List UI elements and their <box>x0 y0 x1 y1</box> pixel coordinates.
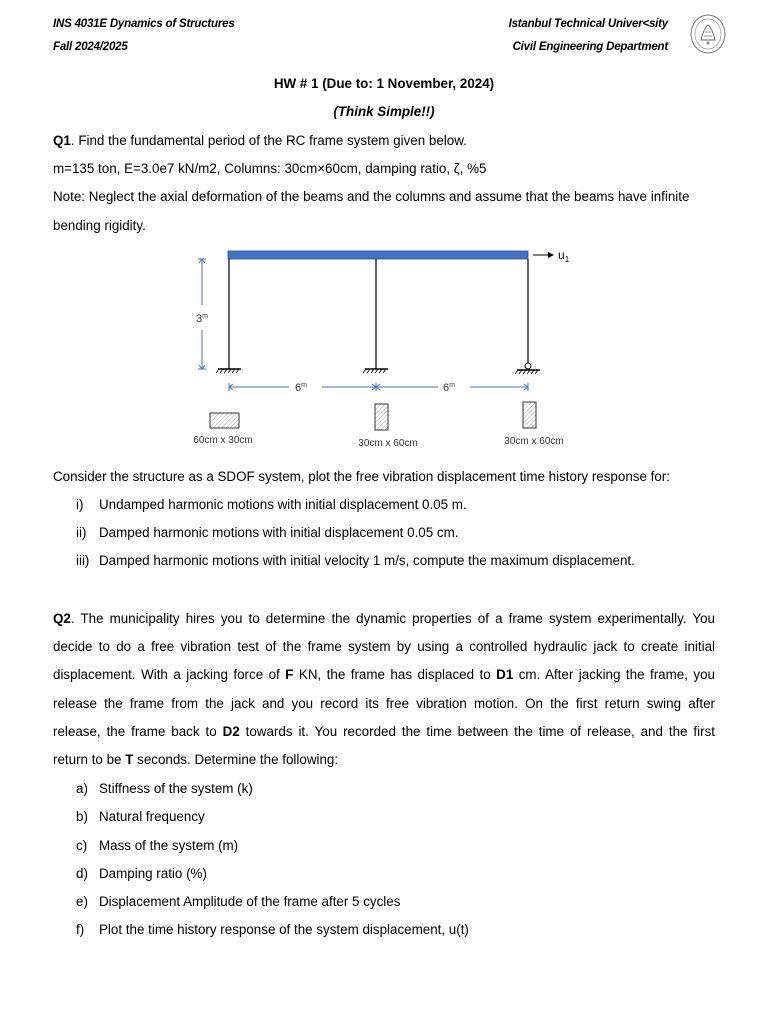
q1-question <box>53 133 467 148</box>
university-name: Istanbul Technical Univer<sity <box>508 18 668 30</box>
list-item: iii) Damped harmonic motions with initial velocity 1 m/s, compute the maximum displacement. <box>76 553 635 568</box>
department-name: Civil Engineering Department <box>512 41 668 53</box>
term: Fall 2024/2025 <box>53 41 128 53</box>
q2-line6: return to be T seconds. Determine the following: <box>53 752 339 767</box>
list-item: e) Displacement Amplitude of the frame after 5 cycles <box>76 894 401 909</box>
list-item: i) Undamped harmonic motions with initial displacement 0.05 m. <box>76 497 467 512</box>
q2-line3: displacement. With a jacking force of F KN, the frame has displaced to D1 cm. After jacking the frame, you <box>53 667 715 682</box>
q1-note-line2: bending rigidity. <box>53 218 146 233</box>
beam <box>228 251 528 259</box>
q2-line5: release, the frame back to D2 towards it. You recorded the time between the time of release, and the first <box>53 724 715 739</box>
column-section-label-2: 30cm x 60cm <box>504 436 564 447</box>
q2-line1: Q2. The municipality hires you to determine the dynamic properties of a frame system experimentally. You <box>53 611 715 626</box>
fixed-support-middle <box>363 369 388 373</box>
list-item: f) Plot the time history response of the system displacement, u(t) <box>76 922 469 937</box>
list-item: d) Damping ratio (%) <box>76 866 207 881</box>
q1-label: Q1 <box>53 133 71 148</box>
university-seal-icon <box>690 14 726 54</box>
q2-line4: release the frame from the jack and you record its free vibration motion. On the first return swing after <box>53 696 715 711</box>
list-item: c) Mass of the system (m) <box>76 838 239 853</box>
beam-section-label: 60cm x 30cm <box>193 435 253 446</box>
height-label: 3$^m$ <box>196 313 208 325</box>
span1-label: 6$^m$ <box>295 382 307 394</box>
dof-arrow-u1 <box>533 252 554 258</box>
q1-parameters: m=135 ton, E=3.0e7 kN/m2, Columns: 30cm×60cm, damping ratio, ζ, %5 <box>53 161 487 176</box>
q2-line2: decide to do a free vibration test of the frame system by using a controlled hydraulic jack to create initial <box>53 639 715 654</box>
column-section-icon <box>523 402 536 428</box>
homework-subtitle: (Think Simple!!) <box>333 104 435 119</box>
pin-support-right <box>515 363 540 374</box>
beam-section-icon <box>210 413 239 428</box>
q1-note-line1: Note: Neglect the axial deformation of the beams and the columns and assume that the beams have infinite <box>53 189 690 204</box>
list-item: ii) Damped harmonic motions with initial displacement 0.05 cm. <box>76 525 459 540</box>
column-section-label-1: 30cm x 60cm <box>358 438 418 449</box>
q2-label: Q2 <box>53 611 71 626</box>
span2-label: 6$^m$ <box>443 382 455 394</box>
list-item: a) Stiffness of the system (k) <box>76 781 253 796</box>
dof-label: $u_1$ <box>558 248 570 264</box>
fixed-support-left <box>216 369 241 373</box>
column-section-icon <box>375 404 388 430</box>
q1-task-intro: Consider the structure as a SDOF system, plot the free vibration displacement time history response for: <box>53 469 670 484</box>
course-title: INS 4031E Dynamics of Structures <box>53 18 235 30</box>
frame-figure <box>0 240 768 455</box>
list-item: b) Natural frequency <box>76 809 205 824</box>
homework-title: HW # 1 (Due to: 1 November, 2024) <box>273 76 495 91</box>
span-dimension-line <box>229 383 528 391</box>
q1-text: . Find the fundamental period of the RC frame system given below. <box>70 133 467 148</box>
